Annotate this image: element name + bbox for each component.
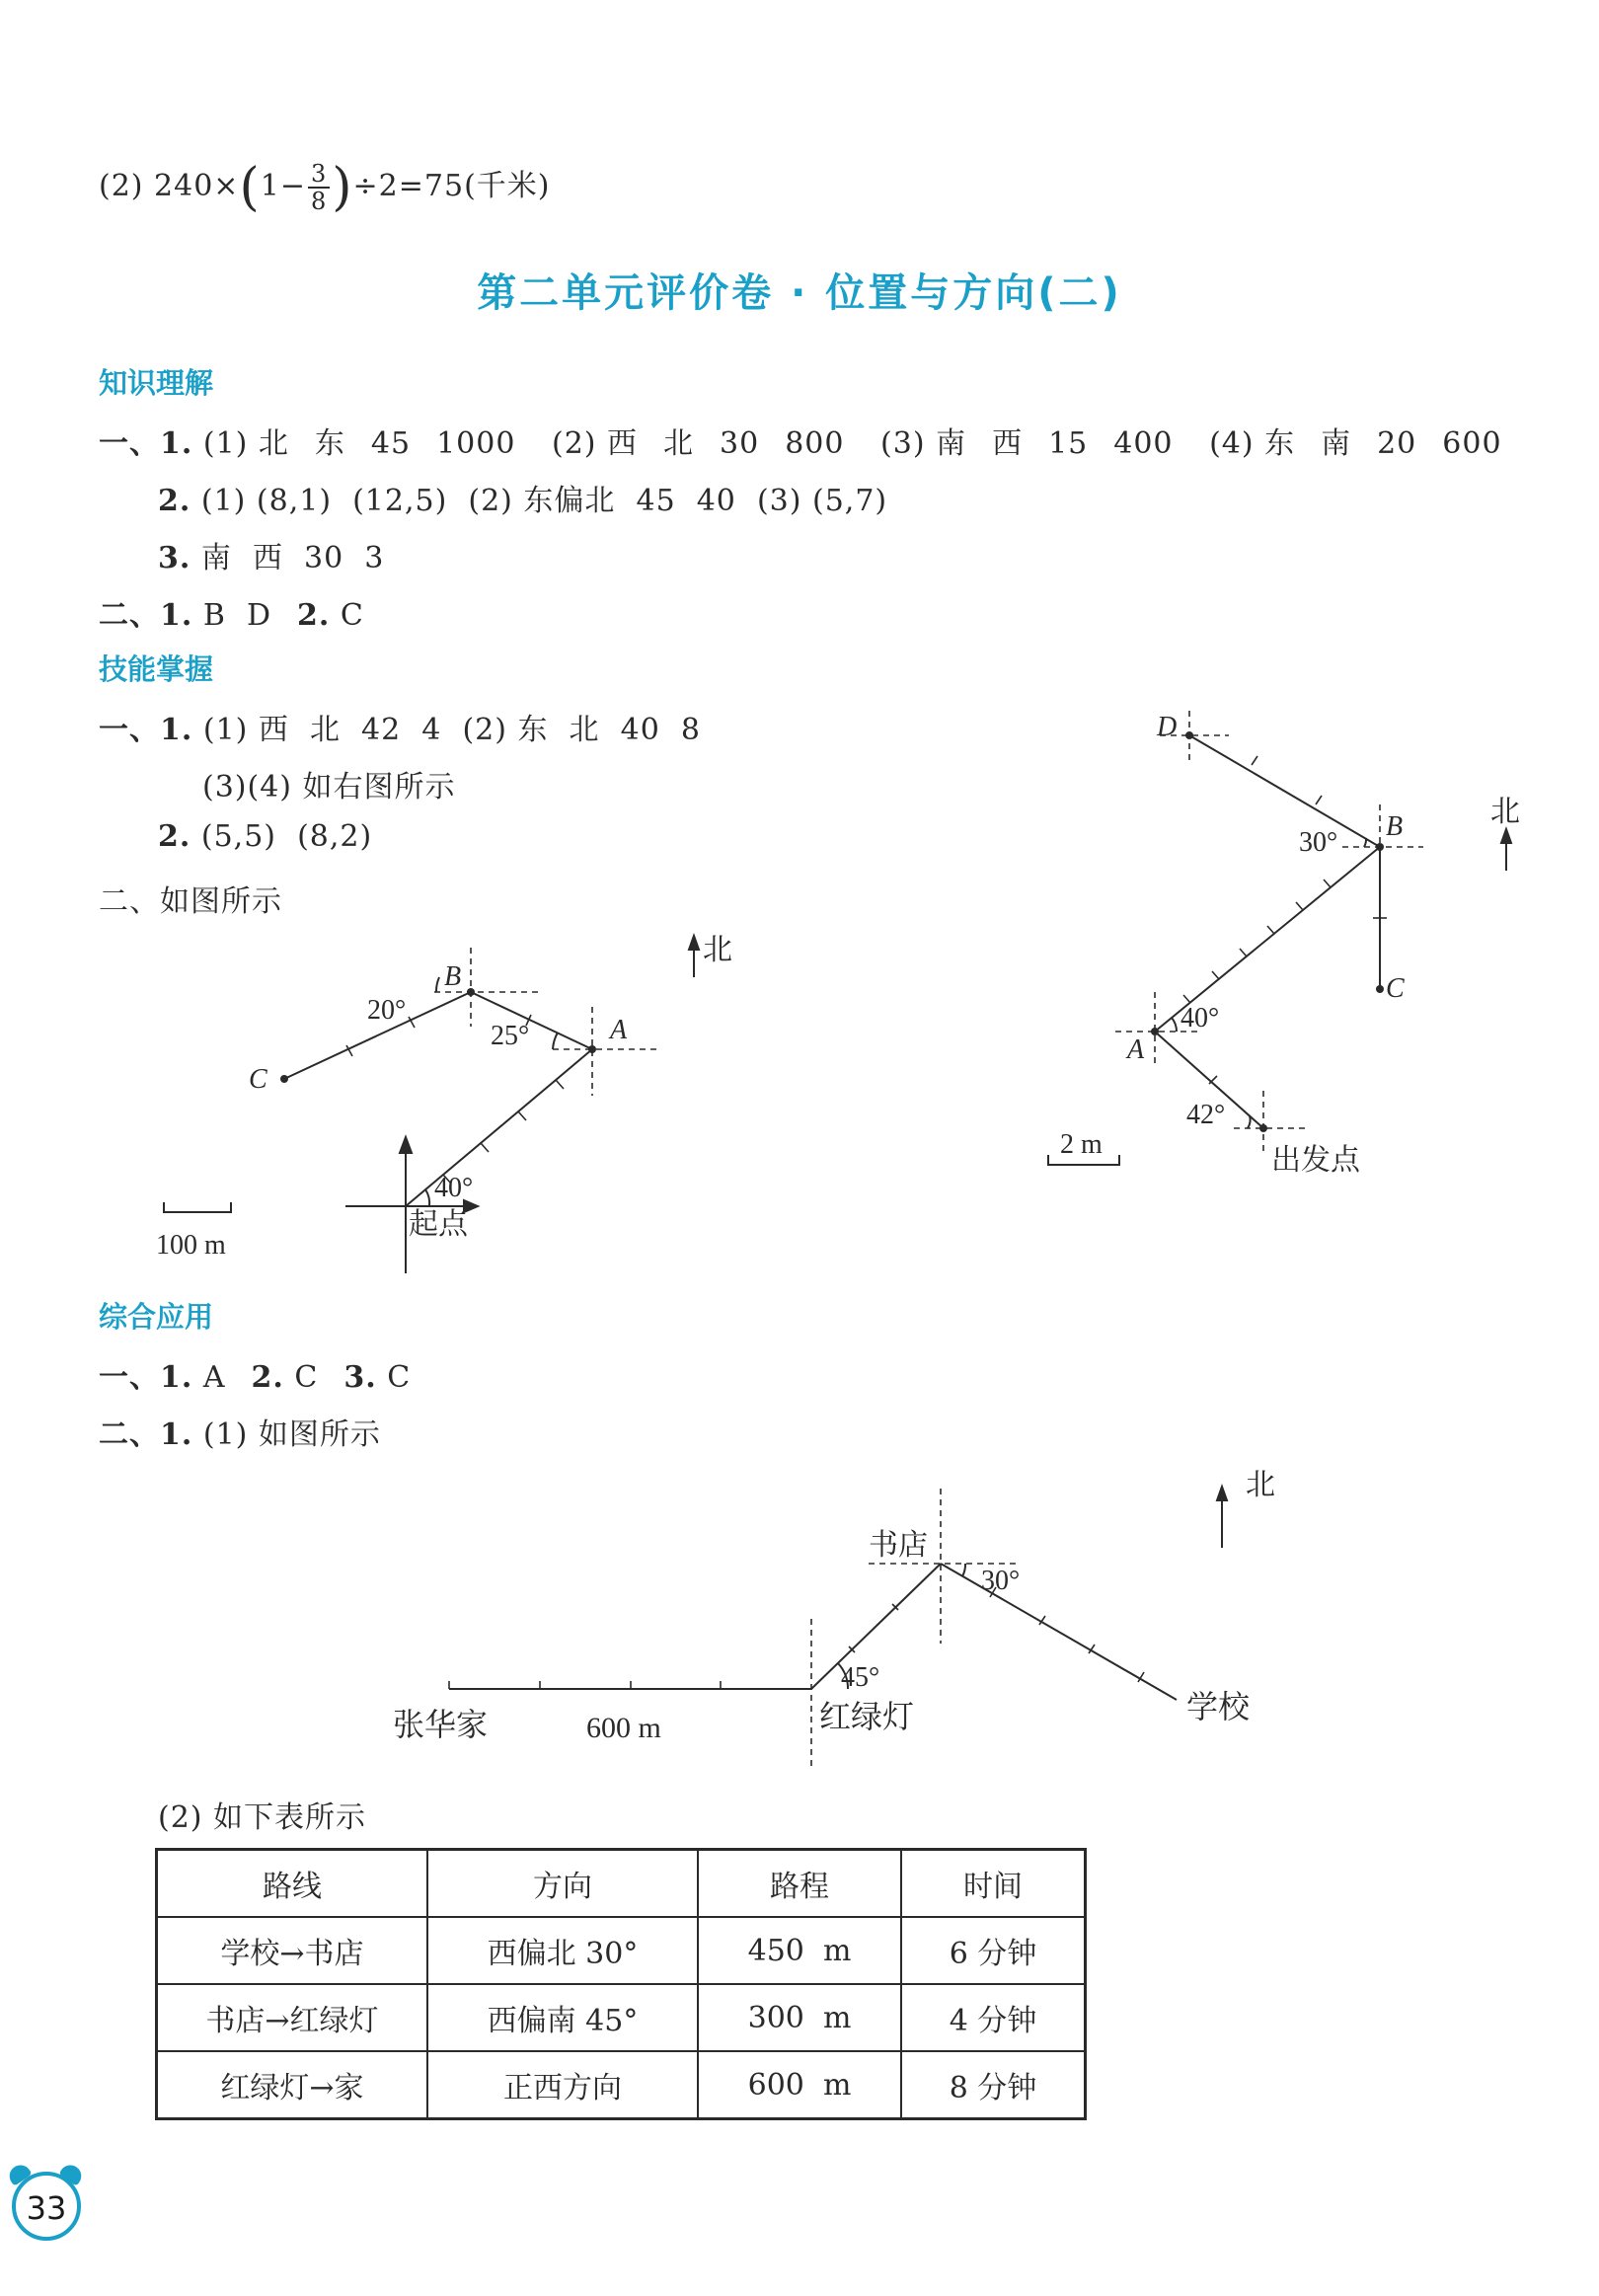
fig1-north-label: 北 bbox=[703, 934, 732, 966]
fig3-angle-30: 30° bbox=[981, 1566, 1021, 1596]
top-answer-suffix: ÷2=75(千米) bbox=[352, 169, 551, 203]
fig1-angle-25: 25° bbox=[491, 1021, 530, 1051]
fig3-north-label: 北 bbox=[1246, 1469, 1275, 1501]
fig2-start-label: 出发点 bbox=[1271, 1144, 1360, 1177]
table-cell: 300 m bbox=[698, 1984, 901, 2051]
zs-line-3: 3. 南 西 30 3 bbox=[158, 541, 385, 575]
fig2-north-label: 北 bbox=[1490, 796, 1520, 828]
fig3-angle-45: 45° bbox=[841, 1662, 880, 1693]
jn-line-2: (3)(4) 如右图所示 bbox=[202, 770, 456, 804]
section-heading-jn: 技能掌握 bbox=[99, 652, 214, 686]
page-number: 33 bbox=[12, 2172, 81, 2241]
jn-line-4: 二、如图所示 bbox=[99, 884, 282, 919]
table-header: 时间 bbox=[901, 1850, 1086, 1918]
fig3-light-label: 红绿灯 bbox=[819, 1699, 915, 1734]
table-cell: 红绿灯→家 bbox=[157, 2051, 428, 2119]
table-cell: 8 分钟 bbox=[901, 2051, 1086, 2119]
table-cell: 正西方向 bbox=[427, 2051, 698, 2119]
table-header-row bbox=[157, 1850, 1086, 1918]
fig3-school-label: 学校 bbox=[1186, 1689, 1251, 1724]
table-cell: 4 分钟 bbox=[901, 1984, 1086, 2051]
fig1-label-A: A bbox=[610, 1015, 628, 1045]
zh-line-2: 二、1. (1) 如图所示 bbox=[99, 1417, 381, 1452]
table-row bbox=[157, 2051, 1086, 2119]
fig1-start-label: 起点 bbox=[409, 1208, 468, 1241]
table-cell: 学校→书店 bbox=[157, 1917, 428, 1984]
fig1-angle-20: 20° bbox=[367, 995, 407, 1026]
fig2-angle-42: 42° bbox=[1186, 1100, 1226, 1130]
fig2-label-B: B bbox=[1386, 811, 1404, 842]
route-table bbox=[155, 1848, 1087, 2120]
zs-line-2: 2. (1) (8,1) (12,5) (2) 东偏北 45 40 (3) (5,7) bbox=[158, 484, 888, 518]
fig2-label-C: C bbox=[1386, 973, 1405, 1004]
fig1-angle-40: 40° bbox=[434, 1173, 474, 1203]
jn-line-3: 2. (5,5) (8,2) bbox=[158, 819, 373, 854]
table-cell: 6 分钟 bbox=[901, 1917, 1086, 1984]
table-row bbox=[157, 1984, 1086, 2051]
fig3-distance-label: 600 m bbox=[586, 1712, 661, 1744]
fig1-label-B: B bbox=[444, 961, 462, 992]
zh-line-3: (2) 如下表所示 bbox=[158, 1800, 367, 1835]
table-cell: 西偏北 30° bbox=[427, 1917, 698, 1984]
table-cell: 书店→红绿灯 bbox=[157, 1984, 428, 2051]
top-answer: (2) 240×(1− $\frac{3}{8}$ )÷2=75(千米) bbox=[99, 158, 551, 217]
table-header: 方向 bbox=[427, 1850, 698, 1918]
table-header: 路线 bbox=[157, 1850, 428, 1918]
segment-shop-to-school bbox=[941, 1564, 1177, 1700]
fig3-shop-label: 书店 bbox=[869, 1529, 928, 1562]
top-answer-one-minus: 1− bbox=[260, 169, 306, 203]
jn-line-1: 一、1. (1) 西 北 42 4 (2) 东 北 40 8 bbox=[99, 713, 701, 747]
fig2-label-A: A bbox=[1127, 1034, 1145, 1065]
table-cell: 西偏南 45° bbox=[427, 1984, 698, 2051]
fig2-label-D: D bbox=[1157, 712, 1178, 742]
zh-line-1: 一、1. A 2. C 3. C bbox=[99, 1360, 412, 1395]
fig2-angle-40: 40° bbox=[1180, 1003, 1220, 1033]
fig2-angle-30: 30° bbox=[1299, 827, 1338, 858]
table-cell: 450 m bbox=[698, 1917, 901, 1984]
frac-denominator: 8 bbox=[310, 188, 328, 215]
table-cell: 600 m bbox=[698, 2051, 901, 2119]
top-answer-prefix: (2) 240× bbox=[99, 169, 240, 203]
fig3-home-label: 张华家 bbox=[393, 1707, 489, 1742]
fig1-scale-label: 100 m bbox=[156, 1230, 226, 1261]
table-row bbox=[157, 1917, 1086, 1984]
page-title: 第二单元评价卷 · 位置与方向(二) bbox=[477, 270, 1122, 316]
table-header: 路程 bbox=[698, 1850, 901, 1918]
zs-line-1: 一、1. (1) 北 东 45 1000 (2) 西 北 30 800 (3) 南 西 15 400 (4) 东 南 20 600 bbox=[99, 426, 1502, 461]
frac-numerator: 3 bbox=[308, 161, 330, 189]
zs-line-4: 二、1. B D 2. C bbox=[99, 598, 364, 633]
section-heading-zh: 综合应用 bbox=[99, 1300, 214, 1334]
section-heading-zs: 知识理解 bbox=[99, 366, 214, 400]
fig2-scale-label: 2 m bbox=[1060, 1129, 1103, 1160]
fig1-label-C: C bbox=[249, 1064, 267, 1095]
